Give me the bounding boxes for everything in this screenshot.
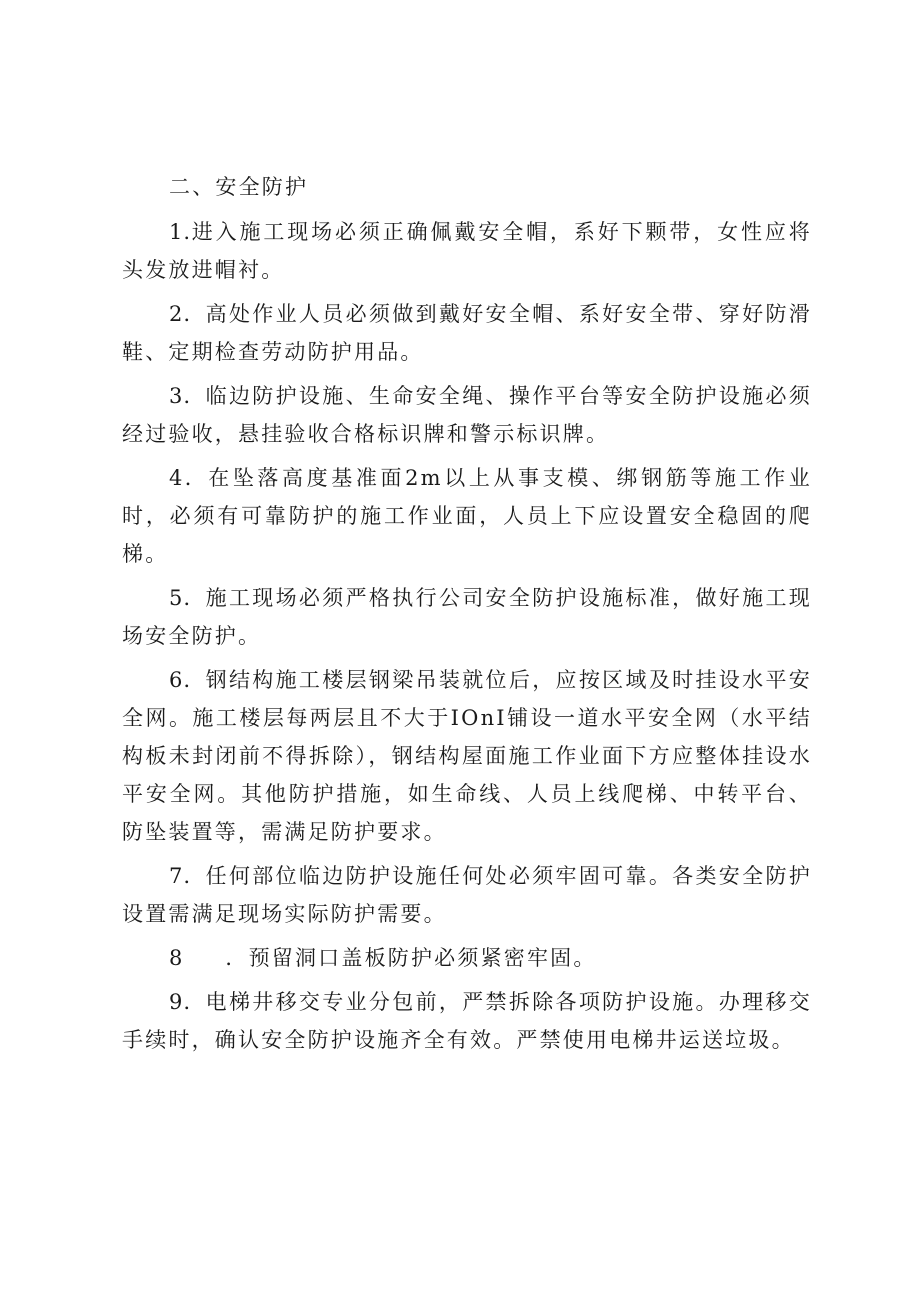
item-text: ．预留洞口盖板防护必须紧密牢固。 [225, 946, 597, 970]
list-item [122, 459, 812, 573]
item-number: 9． [169, 990, 206, 1014]
section-heading: 二、安全防护 [169, 175, 309, 199]
list-item [122, 857, 812, 933]
item-number: 2． [169, 302, 206, 326]
list-item [122, 983, 812, 1059]
list-item [122, 939, 812, 977]
item-text: 施工现场必须严格执行公司安全防护设施标准，做好施工现场安全防护。 [122, 586, 812, 648]
document-body [122, 167, 812, 1059]
item-number: 8 [169, 946, 184, 970]
list-item [122, 377, 812, 453]
list-item [122, 213, 812, 289]
list-item [122, 579, 812, 655]
item-text: 任何部位临边防护设施任何处必须牢固可靠。各类安全防护设置需满足现场实际防护需要。 [122, 864, 812, 926]
item-text: 高处作业人员必须做到戴好安全帽、系好安全带、穿好防滑鞋、定期检查劳动防护用品。 [122, 302, 812, 364]
list-item [122, 661, 812, 851]
item-text: 临边防护设施、生命安全绳、操作平台等安全防护设施必须经过验收，悬挂验收合格标识牌和警示标识牌。 [122, 384, 812, 446]
item-number: 6． [169, 668, 206, 692]
item-number: 3． [169, 384, 206, 408]
item-text: 进入施工现场必须正确佩戴安全帽，系好下颗带，女性应将头发放进帽衬。 [122, 220, 812, 282]
item-number: 7． [169, 864, 206, 888]
item-text: 电梯井移交专业分包前，严禁拆除各项防护设施。办理移交手续时，确认安全防护设施齐全有效。严禁使用电梯井运送垃圾。 [122, 990, 812, 1052]
item-number: 1. [169, 220, 192, 244]
item-number: 4． [169, 466, 209, 490]
list-item [122, 295, 812, 371]
item-text: 钢结构施工楼层钢梁吊装就位后，应按区域及时挂设水平安全网。施工楼层每两层且不大于IOnI铺设一道水平安全网（水平结构板未封闭前不得拆除），钢结构屋面施工作业面下方应整体挂设水平安全网。其他防护措施，如生命线、人员上线爬梯、中转平台、防坠装置等，需满足防护要求。 [122, 668, 812, 844]
item-number: 5． [169, 586, 206, 610]
item-text: 在坠落高度基准面2m以上从事支模、绑钢筋等施工作业时，必须有可靠防护的施工作业面，人员上下应设置安全稳固的爬梯。 [122, 466, 812, 566]
